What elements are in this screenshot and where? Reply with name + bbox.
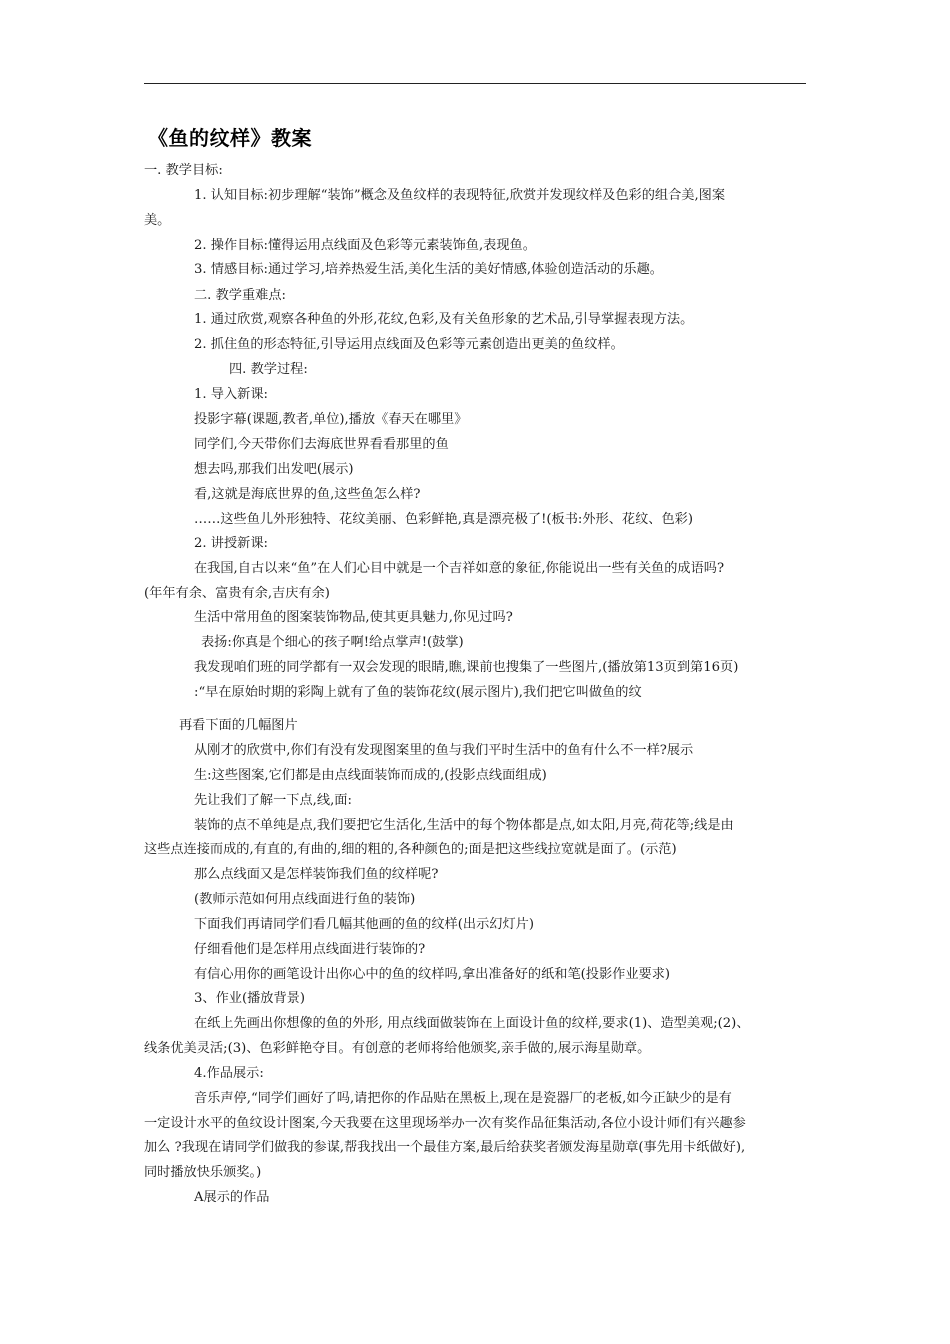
- paragraph-line: 仔细看他们是怎样用点线面进行装饰的?: [194, 942, 426, 957]
- paragraph-line: 美。: [144, 213, 171, 228]
- paragraph-line: 装饰的点不单纯是点,我们要把它生活化,生活中的每个物体都是点,如太阳,月亮,荷花等;线是由: [194, 818, 734, 833]
- paragraph-line: 2. 操作目标:懂得运用点线面及色彩等元素装饰鱼,表现鱼。: [194, 238, 536, 253]
- paragraph-line: 表扬:你真是个细心的孩子啊!给点掌声!(鼓掌): [201, 635, 464, 650]
- section-heading: 四. 教学过程:: [229, 362, 308, 377]
- paragraph-line: 再看下面的几幅图片: [179, 718, 298, 733]
- paragraph-line: 这些点连接而成的,有直的,有曲的,细的粗的,各种颜色的;面是把这些线拉宽就是面了。(示范): [144, 842, 677, 857]
- paragraph-line: 一定设计水平的鱼纹设计图案,今天我要在这里现场举办一次有奖作品征集活动,各位小设计师们有兴趣参: [144, 1116, 746, 1131]
- section-heading: 一. 教学目标:: [144, 163, 223, 178]
- document-title: 《鱼的纹样》教案: [148, 126, 312, 150]
- paragraph-line: 同学们,今天带你们去海底世界看看那里的鱼: [194, 437, 449, 452]
- paragraph-line: 音乐声停,“同学们画好了吗,请把你的作品贴在黑板上,现在是瓷器厂的老板,如今正缺少的是有: [194, 1091, 732, 1106]
- paragraph-line: 在我国,自古以来“鱼”在人们心目中就是一个吉祥如意的象征,你能说出一些有关鱼的成语吗?: [194, 561, 725, 576]
- paragraph-line: 生活中常用鱼的图案装饰物品,使其更具魅力,你见过吗?: [194, 610, 513, 625]
- paragraph-line: 3. 情感目标:通过学习,培养热爱生活,美化生活的美好情感,体验创造活动的乐趣。: [194, 262, 663, 277]
- subsection-heading: 3、作业(播放背景): [194, 991, 305, 1006]
- subsection-heading: 2. 讲授新课:: [194, 536, 268, 551]
- paragraph-line: 投影字幕(课题,教者,单位),播放《春天在哪里》: [194, 412, 468, 427]
- paragraph-line: 有信心用你的画笔设计出你心中的鱼的纹样吗,拿出准备好的纸和笔(投影作业要求): [194, 967, 671, 982]
- header-rule: [144, 83, 806, 84]
- paragraph-line: 看,这就是海底世界的鱼,这些鱼怎么样?: [194, 487, 421, 502]
- paragraph-line: ……这些鱼儿外形独特、花纹美丽、色彩鲜艳,真是漂亮极了!(板书:外形、花纹、色彩): [194, 512, 693, 527]
- paragraph-line: 在纸上先画出你想像的鱼的外形, 用点线面做装饰在上面设计鱼的纹样,要求(1)、造型美观;(2)、: [194, 1016, 750, 1031]
- paragraph-line: 加么 ?我现在请同学们做我的参谋,帮我找出一个最佳方案,最后给获奖者颁发海星勋章(事先用卡纸做好),: [144, 1140, 746, 1155]
- subsection-heading: 4.作品展示:: [194, 1066, 264, 1081]
- paragraph-line: 我发现咱们班的同学都有一双会发现的眼睛,瞧,课前也搜集了一些图片,(播放第13页到第16页): [194, 660, 739, 675]
- paragraph-line: 同时播放快乐颁奖。): [144, 1165, 262, 1180]
- paragraph-line: 线条优美灵活;(3)、色彩鲜艳夺目。有创意的老师将给他颁奖,亲手做的,展示海星勋章。: [144, 1041, 651, 1056]
- paragraph-line: 先让我们了解一下点,线,面:: [194, 793, 352, 808]
- subsection-heading: 1. 导入新课:: [194, 387, 268, 402]
- paragraph-line: 从刚才的欣赏中,你们有没有发现图案里的鱼与我们平时生活中的鱼有什么不一样?展示: [194, 743, 694, 758]
- paragraph-line: 下面我们再请同学们看几幅其他画的鱼的纹样(出示幻灯片): [194, 917, 534, 932]
- paragraph-line: A展示的作品: [194, 1190, 270, 1205]
- paragraph-line: 生:这些图案,它们都是由点线面装饰而成的,(投影点线面组成): [194, 768, 547, 783]
- paragraph-line: (教师示范如何用点线面进行鱼的装饰): [194, 892, 416, 907]
- paragraph-line: :“早在原始时期的彩陶上就有了鱼的装饰花纹(展示图片),我们把它叫做鱼的纹: [194, 685, 642, 700]
- section-heading: 二. 教学重难点:: [194, 288, 286, 303]
- paragraph-line: 想去吗,那我们出发吧(展示): [194, 462, 354, 477]
- paragraph-line: 2. 抓住鱼的形态特征,引导运用点线面及色彩等元素创造出更美的鱼纹样。: [194, 337, 624, 352]
- paragraph-line: 1. 认知目标:初步理解“装饰”概念及鱼纹样的表现特征,欣赏并发现纹样及色彩的组合美,图案: [194, 188, 726, 203]
- paragraph-line: 1. 通过欣赏,观察各种鱼的外形,花纹,色彩,及有关鱼形象的艺术品,引导掌握表现方法。: [194, 312, 694, 327]
- paragraph-line: (年年有余、富贵有余,吉庆有余): [144, 586, 330, 601]
- paragraph-line: 那么点线面又是怎样装饰我们鱼的纹样呢?: [194, 867, 439, 882]
